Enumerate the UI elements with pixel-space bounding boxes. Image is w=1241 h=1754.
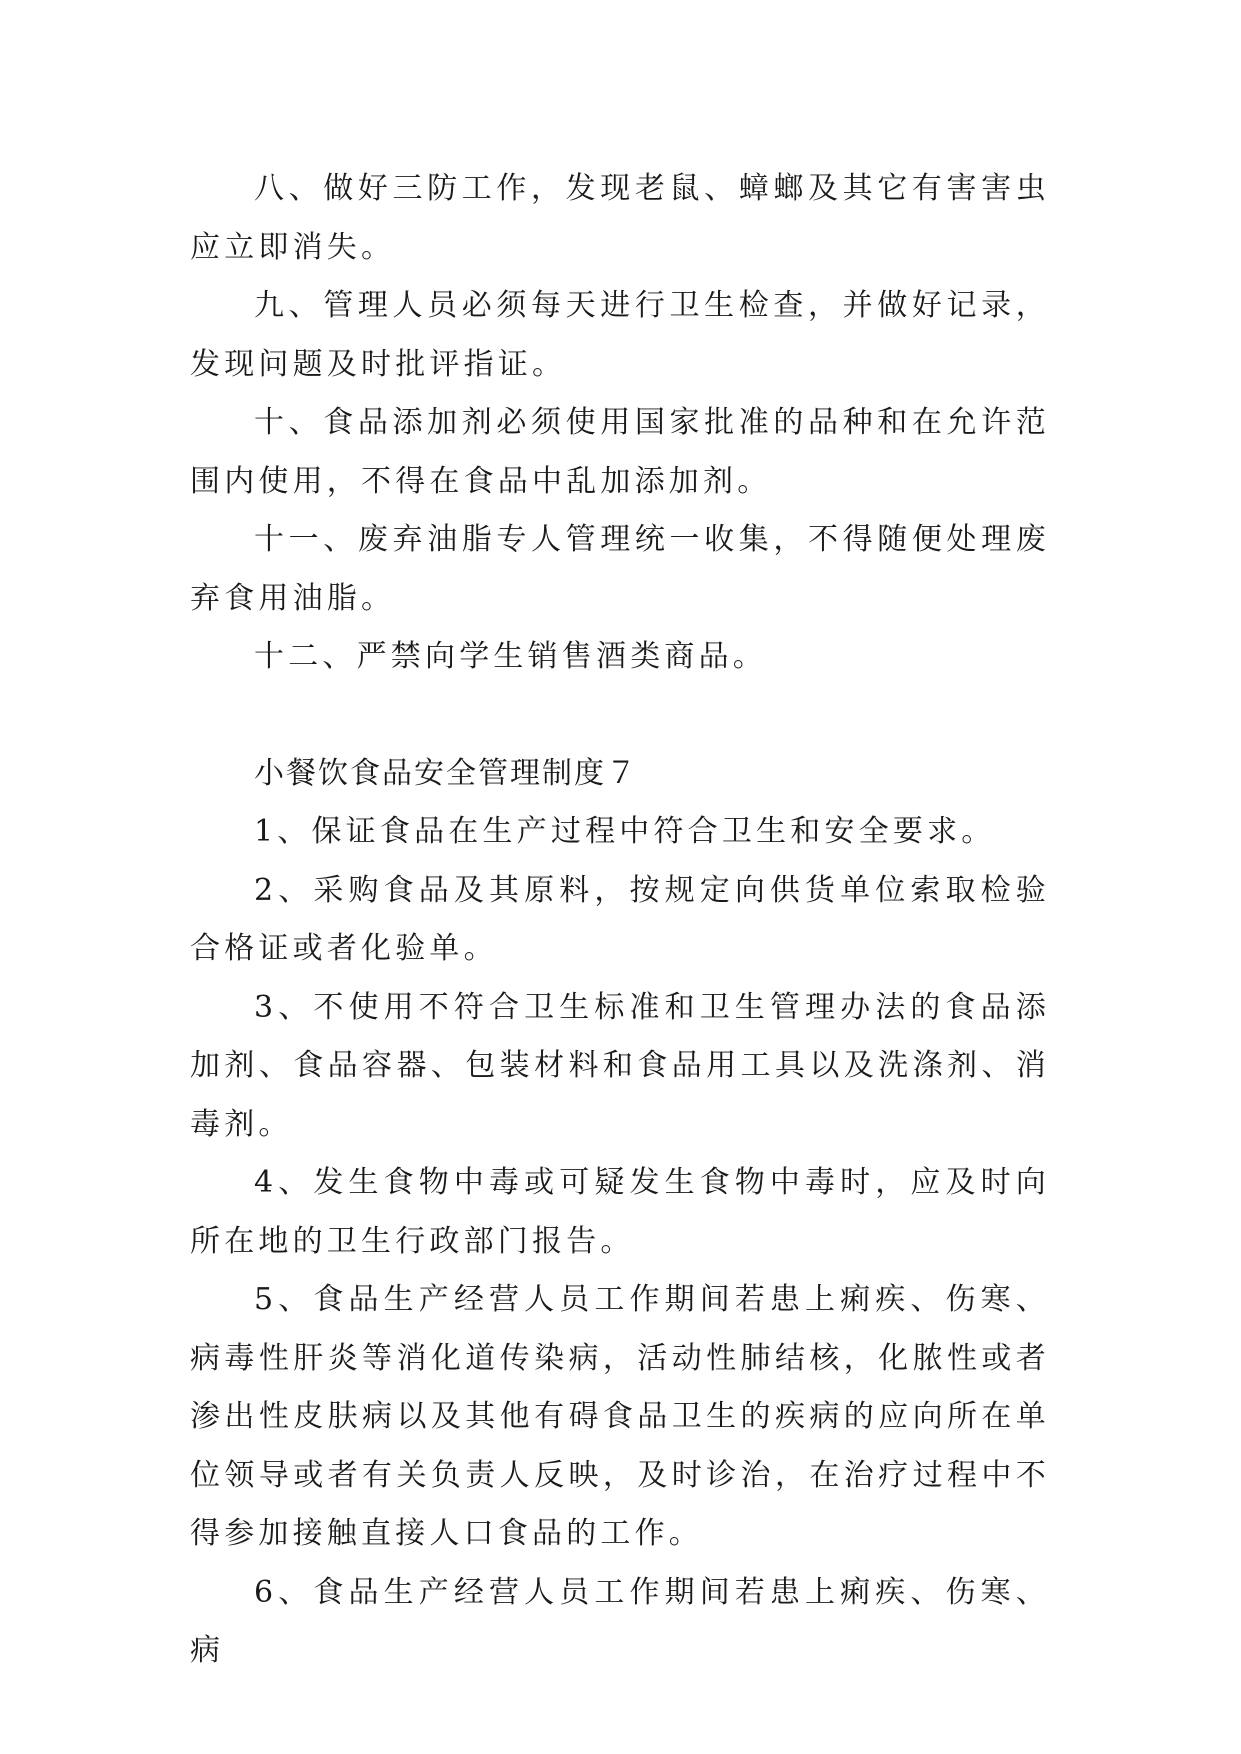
rule-item-12: 十二、严禁向学生销售酒类商品。: [254, 639, 767, 674]
rule-item-9: 九、管理人员必须每天进行卫生检查，并做好记录，发现问题及时批评指证。: [190, 288, 1050, 382]
rule-item-11: 十一、废弃油脂专人管理统一收集，不得随便处理废弃食用油脂。: [190, 522, 1050, 616]
rule-item-4: 4、发生食物中毒或可疑发生食物中毒时，应及时向所在地的卫生行政部门报告。: [190, 1165, 1050, 1259]
rule-item-1: 1、保证食品在生产过程中符合卫生和安全要求。: [254, 814, 996, 849]
rule-item-6: 6、食品生产经营人员工作期间若患上痢疾、伤寒、病: [190, 1574, 1050, 1668]
rule-item-8: 八、做好三防工作，发现老鼠、蟑螂及其它有害害虫应立即消失。: [190, 171, 1050, 265]
rule-item-2: 2、采购食品及其原料，按规定向供货单位索取检验合格证或者化验单。: [190, 872, 1050, 966]
document-body: [190, 160, 1050, 1681]
section-title: 小餐饮食品安全管理制度７: [254, 755, 638, 791]
rule-item-5: 5、食品生产经营人员工作期间若患上痢疾、伤寒、病毒性肝炎等消化道传染病，活动性肺结核，化脓性或者渗出性皮肤病以及其他有碍食品卫生的疾病的应向所在单位领导或者有关负责人反映，及时诊治，在治疗过程中不得参加接触直接人口食品的工作。: [190, 1282, 1050, 1551]
rule-item-10: 十、食品添加剂必须使用国家批准的品种和在允许范围内使用，不得在食品中乱加添加剂。: [190, 405, 1050, 499]
rule-item-3: 3、不使用不符合卫生标准和卫生管理办法的食品添加剂、食品容器、包装材料和食品用工具以及洗涤剂、消毒剂。: [190, 989, 1050, 1142]
